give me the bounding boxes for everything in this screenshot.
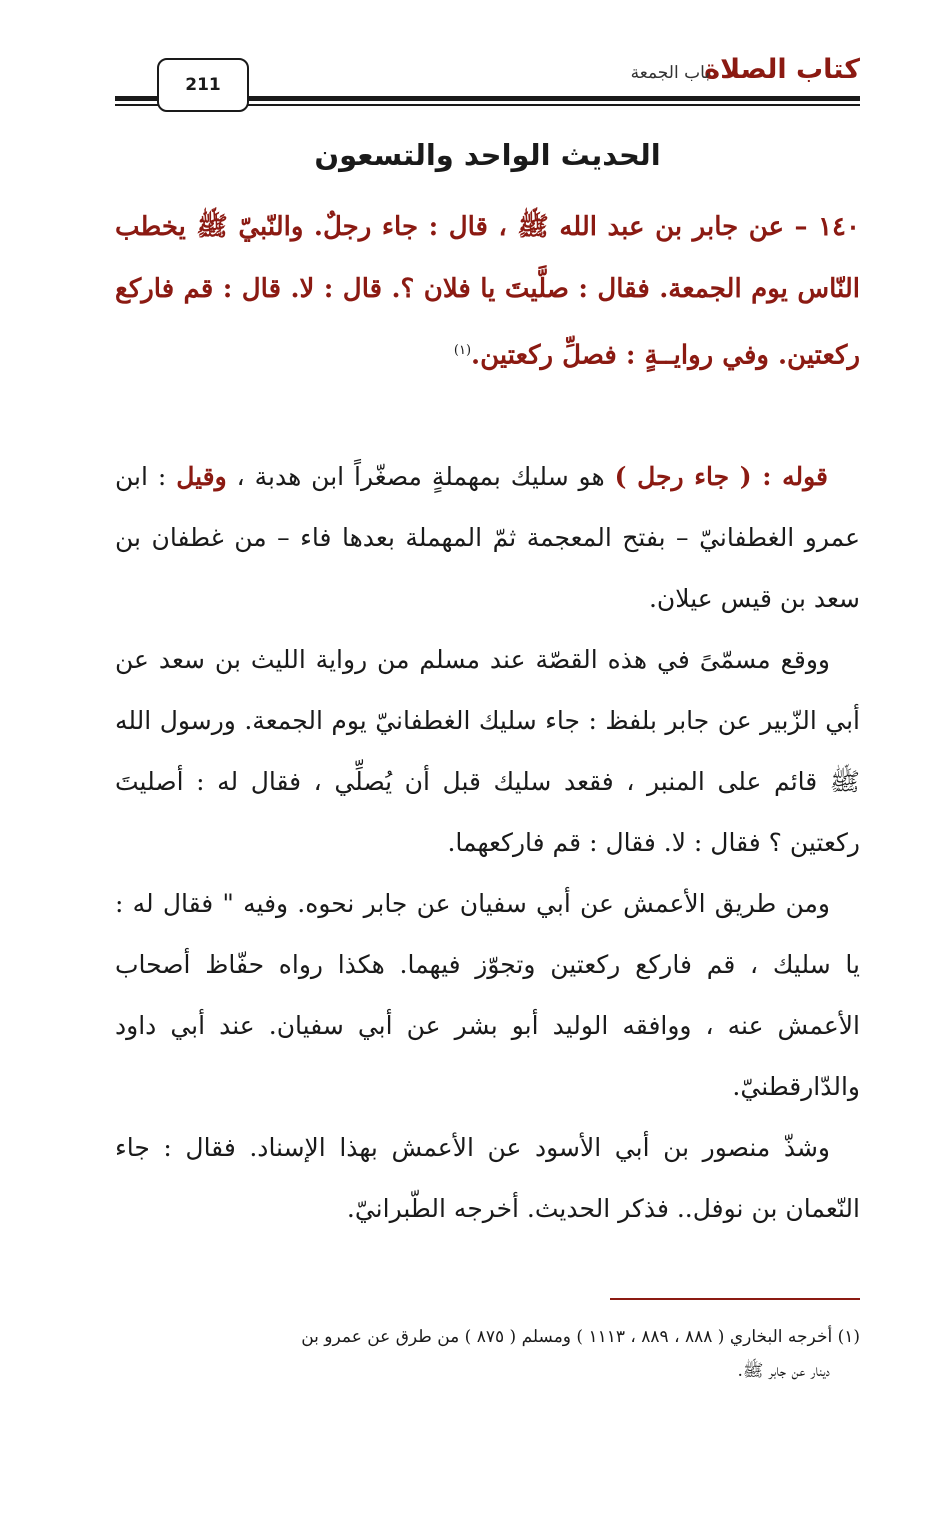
footnote-reference: (١) (453, 343, 472, 358)
hadith-body: ١٤٠ – عن جابر بن عبد الله ﷺ ، قال : جاء رجلٌ. والنّبيّ ﷺ يخطب النّاس يوم الجمعة. فقال : صلَّيتَ يا فلان ؟. قال : لا. قال : قم فاركع ركعتين. وفي روايــةٍ : فصلِّ ركعتين. (115, 212, 860, 371)
commentary (115, 446, 860, 1239)
footnote (115, 1320, 860, 1388)
commentary-lead-2: وقيل (176, 462, 227, 491)
commentary-paragraph-3: ومن طريق الأعمش عن أبي سفيان عن جابر نحوه. وفيه " فقال له : يا سليك ، قم فاركع ركعتين وتجوّز فيهما. هكذا رواه حفّاظ أصحاب الأعمش عنه ، ووافقه الوليد أبو بشر عن أبي سفيان. عند أبي داود والدّارقطنيّ. (115, 889, 860, 1101)
page-header (115, 48, 860, 110)
commentary-paragraph-1 (115, 446, 860, 629)
commentary-text-2: : ابن عمرو الغطفانيّ – بفتح المعجمة ثمّ المهملة بعدها فاء – من غطفان بن سعد بن قيس عيلان. (115, 462, 860, 613)
footnote-line-1: (١) أخرجه البخاري ( ٨٨٨ ، ٨٨٩ ، ١١١٣ ) ومسلم ( ٨٧٥ ) من طرق عن عمرو بن (301, 1327, 860, 1347)
book-title: كتاب الصلاة (704, 54, 860, 85)
commentary-paragraph-2: ووقع مسمّىً في هذه القصّة عند مسلم من رواية الليث بن سعد عن أبي الزّبير عن جابر بلفظ : جاء سليك الغطفانيّ يوم الجمعة. ورسول الله ﷺ قائم على المنبر ، فقعد سليك قبل أن يُصلِّي ، فقال له : أصليتَ ركعتين ؟ فقال : لا. فقال : قم فاركعهما. (115, 645, 860, 857)
chapter-title: باب الجمعة (630, 63, 710, 83)
footnote-line-2: دينار عن جابر ﷺ. (737, 1361, 830, 1381)
commentary-lead: قوله : ( جاء رجل ) (614, 462, 828, 491)
hadith-heading: الحديث الواحد والتسعون (314, 138, 661, 172)
commentary-paragraph-4: وشذّ منصور بن أبي الأسود عن الأعمش بهذا الإسناد. فقال : جاء النّعمان بن نوفل.. فذكر الحديث. أخرجه الطّبرانيّ. (115, 1133, 860, 1223)
footnote-divider (610, 1298, 860, 1300)
page-number: 211 (157, 58, 249, 112)
commentary-text-1: هو سليك بمهملةٍ مصغّراً ابن هدبة ، (226, 462, 615, 491)
hadith-text (115, 196, 860, 387)
